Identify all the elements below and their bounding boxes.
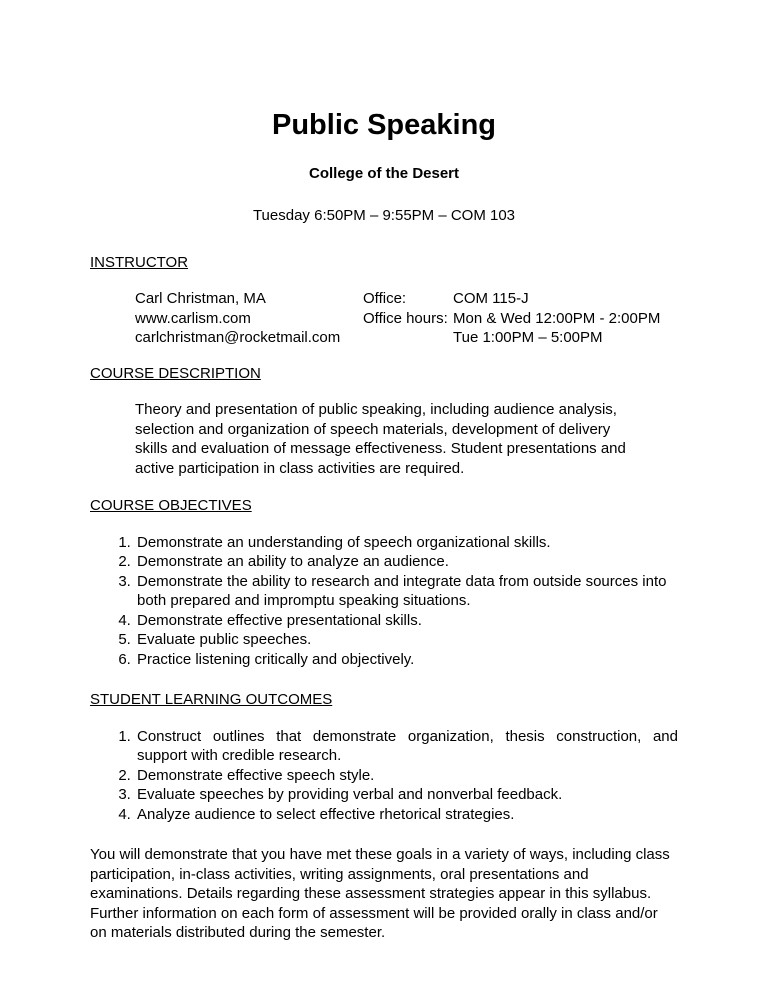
instructor-website: www.carlism.com bbox=[135, 309, 251, 327]
course-objectives-heading: COURSE OBJECTIVES bbox=[90, 497, 252, 515]
learning-outcome-item: 3. Evaluate speeches by providing verbal and nonverbal feedback. bbox=[135, 785, 678, 805]
office-hours-line2: Tue 1:00PM – 5:00PM bbox=[453, 329, 603, 347]
course-objective-item: 4. Demonstrate effective presentational skills. bbox=[135, 611, 678, 631]
institution-name: College of the Desert bbox=[308, 164, 460, 182]
student-learning-outcomes-heading: STUDENT LEARNING OUTCOMES bbox=[90, 691, 333, 709]
course-objective-item: 5. Evaluate public speeches. bbox=[135, 630, 678, 650]
office-hours-row bbox=[363, 309, 678, 329]
office-row bbox=[363, 289, 678, 309]
office-hours-row-2 bbox=[363, 328, 678, 348]
student-learning-outcomes-list bbox=[90, 727, 678, 825]
learning-outcome-item: 2. Demonstrate effective speech style. bbox=[135, 766, 678, 786]
instructor-contact-column bbox=[135, 289, 363, 348]
office-hours-line1: Mon & Wed 12:00PM - 2:00PM bbox=[453, 309, 661, 327]
office-hours-label: Office hours: bbox=[363, 309, 448, 327]
office-label: Office: bbox=[363, 290, 407, 308]
course-objectives-list bbox=[90, 533, 678, 670]
course-objective-item: 3. Demonstrate the ability to research and integrate data from outside sources into both prepared and impromptu speaking situations. bbox=[135, 572, 678, 611]
instructor-heading: INSTRUCTOR bbox=[90, 253, 189, 271]
course-schedule: Tuesday 6:50PM – 9:55PM – COM 103 bbox=[252, 207, 516, 225]
instructor-email: carlchristman@rocketmail.com bbox=[135, 329, 341, 347]
assessment-summary-paragraph: You will demonstrate that you have met these goals in a variety of ways, including class participation, in-class activities, writing assignments, oral presentations and examinations. Details regarding these assessment strategies appear in this syllabus. Further information on each form of assessment will be provided orally in class and/or on materials distributed during the semester. bbox=[90, 846, 670, 942]
learning-outcome-item: 1. Construct outlines that demonstrate organization, thesis construction, and support with credible research. bbox=[135, 727, 678, 766]
instructor-name: Carl Christman, MA bbox=[135, 290, 266, 308]
learning-outcome-item: 4. Analyze audience to select effective rhetorical strategies. bbox=[135, 805, 678, 825]
course-objective-item: 1. Demonstrate an understanding of speech organizational skills. bbox=[135, 533, 678, 553]
office-hours-label-spacer bbox=[363, 328, 453, 348]
office-info-column bbox=[363, 289, 678, 348]
course-description-heading: COURSE DESCRIPTION bbox=[90, 364, 261, 382]
course-objective-item: 2. Demonstrate an ability to analyze an audience. bbox=[135, 552, 678, 572]
course-objective-item: 6. Practice listening critically and objectively. bbox=[135, 650, 678, 670]
course-description-text: Theory and presentation of public speaking, including audience analysis, selection and organization of speech materials, development of delivery skills and evaluation of message effectiveness. Student presentations and active participation in class activities are required. bbox=[135, 401, 626, 477]
office-value: COM 115-J bbox=[453, 290, 529, 308]
instructor-info-block bbox=[135, 289, 678, 348]
document-title: Public Speaking bbox=[272, 109, 496, 141]
